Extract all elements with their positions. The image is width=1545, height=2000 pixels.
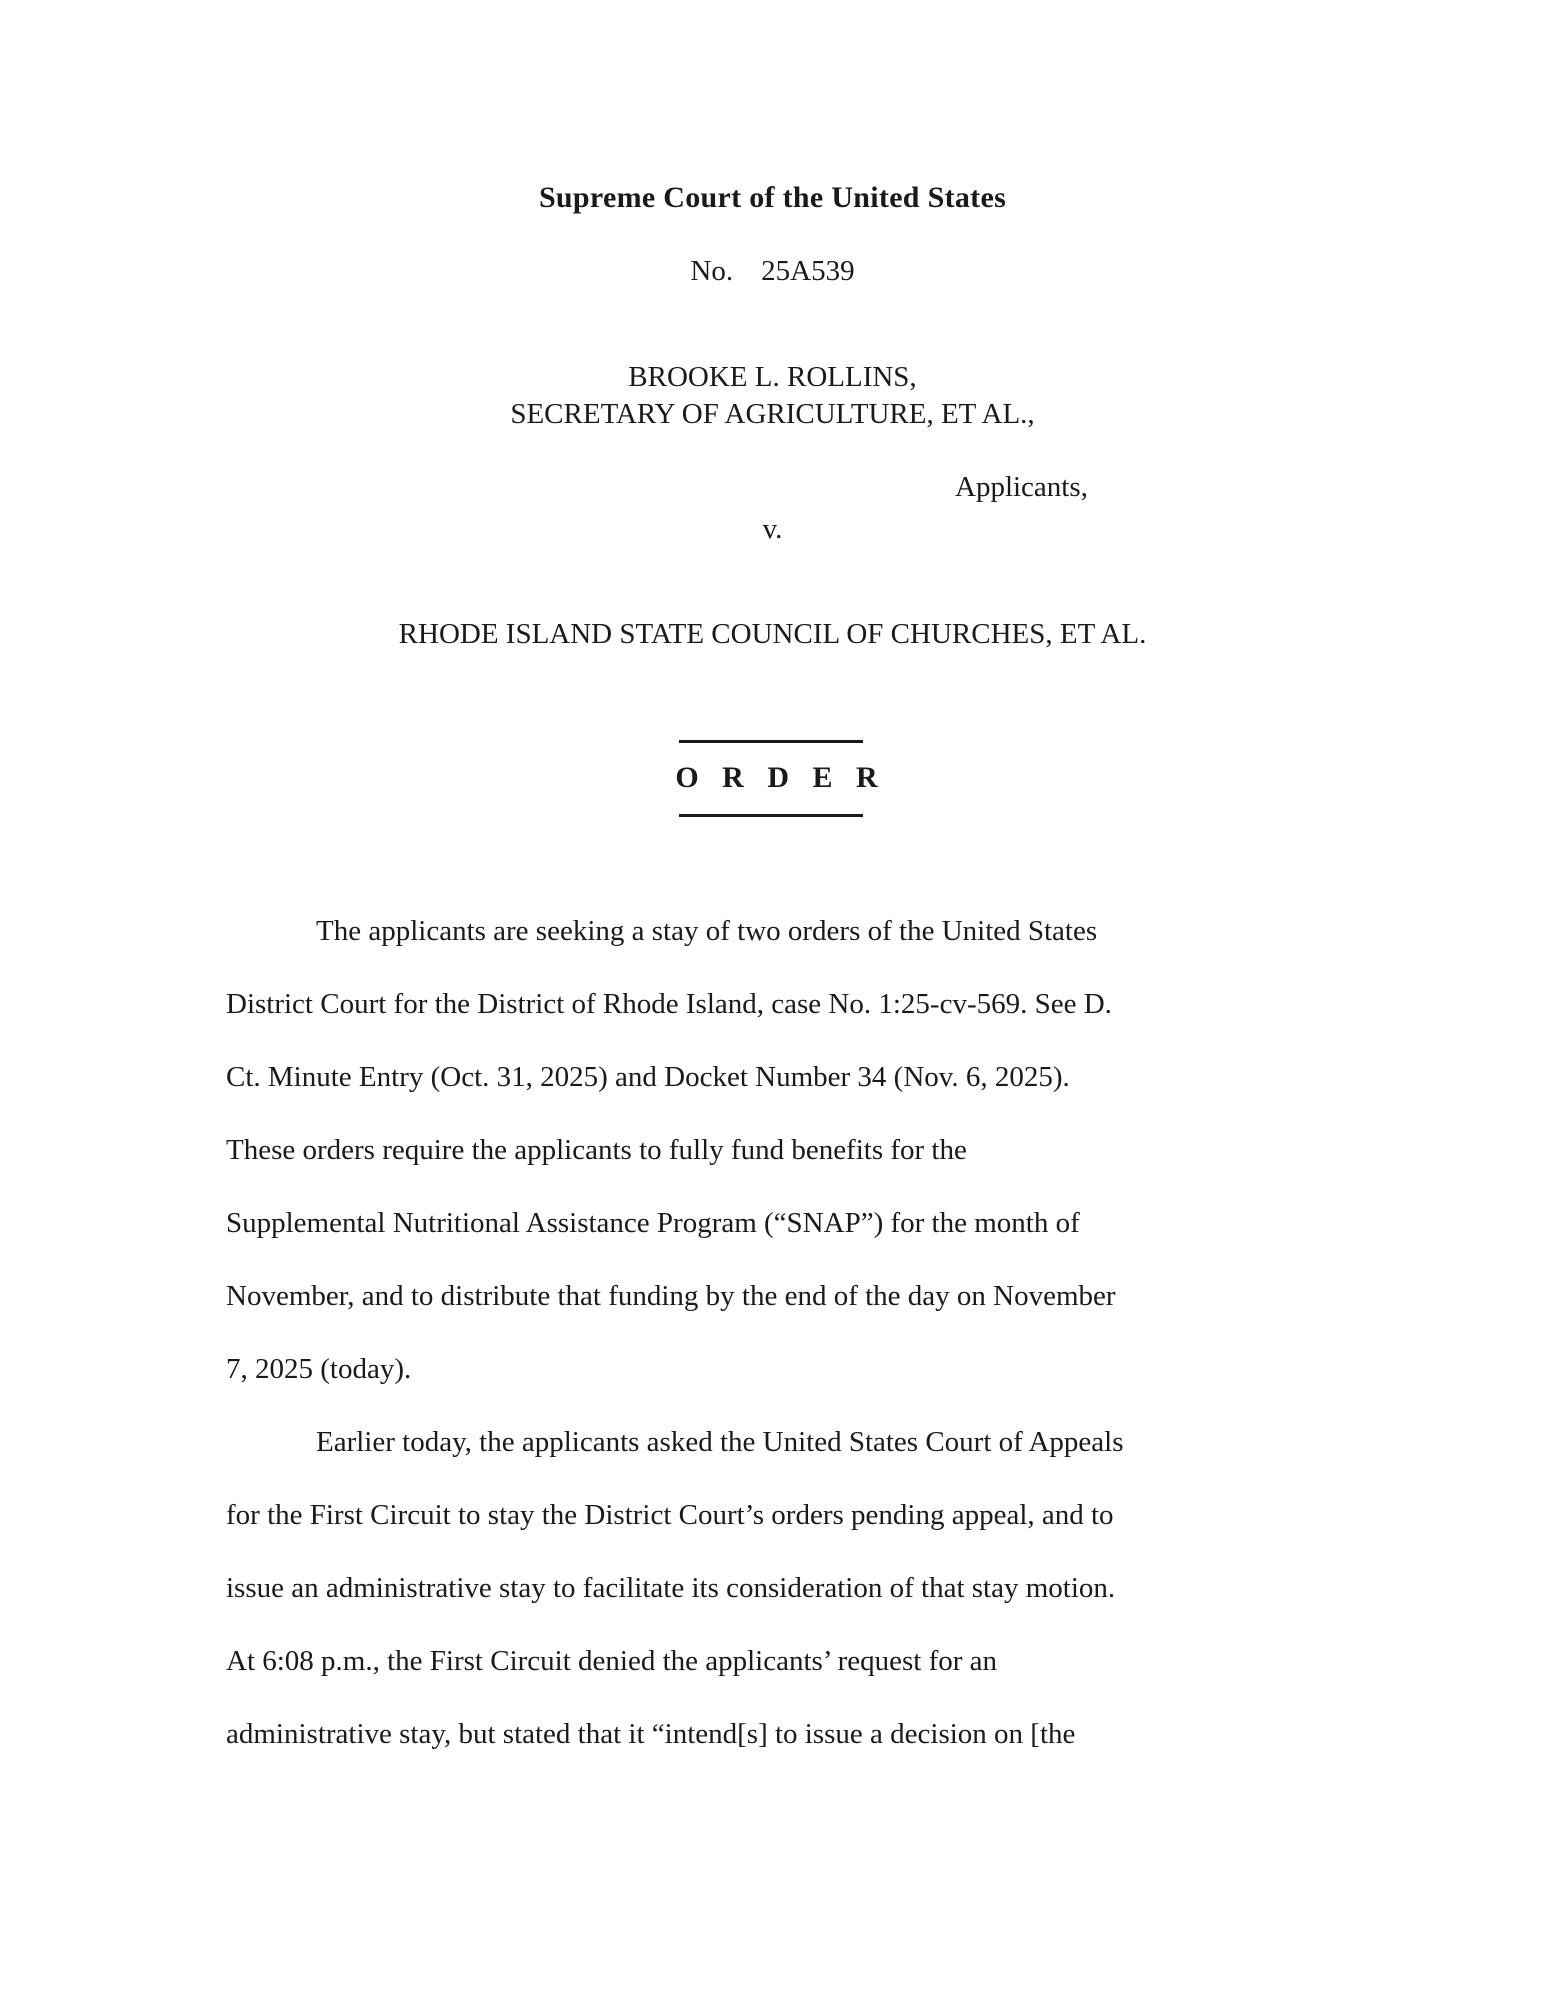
- heading-rule-bottom: [679, 814, 863, 817]
- text-line: 7, 2025 (today).: [226, 1353, 412, 1385]
- paragraph-1: [226, 895, 1116, 1406]
- text-line: Ct. Minute Entry (Oct. 31, 2025) and Docket Number 34 (Nov. 6, 2025).: [226, 1061, 1070, 1093]
- text-line: administrative stay, but stated that it “intend[s] to issue a decision on [the: [226, 1718, 1076, 1750]
- docket-value: 25A539: [761, 255, 855, 287]
- order-heading: O R D E R: [675, 761, 886, 794]
- text-line: November, and to distribute that funding by the end of the day on November: [226, 1280, 1116, 1312]
- text-line: Earlier today, the applicants asked the United States Court of Appeals: [316, 1426, 1124, 1458]
- applicant-role: Applicants,: [955, 471, 1088, 503]
- text-line: At 6:08 p.m., the First Circuit denied the applicants’ request for an: [226, 1645, 998, 1677]
- applicant-title: SECRETARY OF AGRICULTURE, ET AL.,: [510, 398, 1035, 430]
- applicant-name: BROOKE L. ROLLINS,: [628, 361, 917, 393]
- paragraph-2: [226, 1406, 1123, 1771]
- versus-label: v.: [762, 513, 783, 545]
- text-line: These orders require the applicants to fully fund benefits for the: [226, 1134, 967, 1166]
- respondent-name: RHODE ISLAND STATE COUNCIL OF CHURCHES, ET AL.: [398, 618, 1147, 650]
- heading-rule-top: [679, 740, 863, 743]
- text-line: Supplemental Nutritional Assistance Program (“SNAP”) for the month of: [226, 1207, 1080, 1239]
- text-line: for the First Circuit to stay the District Court’s orders pending appeal, and to: [226, 1499, 1114, 1531]
- court-title: Supreme Court of the United States: [538, 181, 1007, 214]
- text-line: issue an administrative stay to facilitate its consideration of that stay motion.: [226, 1572, 1116, 1604]
- text-line: The applicants are seeking a stay of two orders of the United States: [316, 915, 1098, 947]
- docket-number: [0, 255, 1545, 288]
- docket-label: No.: [690, 255, 734, 287]
- text-line: District Court for the District of Rhode Island, case No. 1:25-cv-569. See D.: [226, 988, 1112, 1020]
